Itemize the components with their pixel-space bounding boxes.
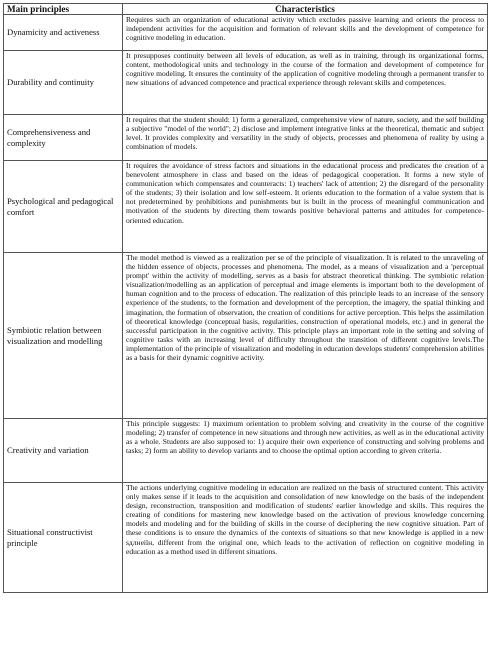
characteristics-cell: The model method is viewed as a realization per se of the principle of visualization. It is related to the unraveling of the hidden essence of objects, processes and phenomena. The model, as a means of visualization and a 'perceptual prompt' within the activity of modelling, serves as a basis for abstract theoretical thinking. The symbiotic relation visualization/modelling as an application of perceptual and image elements is important both to the development of human cognition and to the process of education. The realization of this principle leads to an increase of the sensory experience of the students, to the formation and development of the perception, the imagery, the spatial thinking and imagination, the formation of observation, the creation of conditions for active perception. This helps the assimilation of theoretical knowledge (conceptual basis, regularities, construction of operational models, etc.) and in general the successful participation in the cognitive activity. This principle plays an important role in the setting and solving of cognitive tasks with an increasing level of difficulty throughout the transition of different cognitive levels.The implementation of the principle of visualization and modeling in education develops students' comprehension abilities as a basis for their dynamic cognitive activity. (123, 253, 488, 419)
principle-cell: Situational constructivist principle (4, 483, 123, 593)
principles-table (3, 3, 488, 593)
principle-cell: Durability and continuity (4, 51, 123, 115)
principle-cell: Comprehensiveness and complexity (4, 115, 123, 161)
characteristics-cell: This principle suggests: 1) maximum orientation to problem solving and creativity in the course of the cognitive modeling; 2) transfer of competence in new situations and through new activities, as well as in the educational activity as a whole. Students are also supposed to: 1) acquire their own experience of constructing and solving problems and tasks; 2) form an ability to develop variants and to choose the optimal option according to given criteria. (123, 419, 488, 483)
table-row (4, 161, 488, 253)
characteristics-cell: Requires such an organization of educational activity which excludes passive learning and orients the process to independent activities for the acquisition and formation of relevant skills and the development of competence for cognitive modeling in education. (123, 15, 488, 51)
principle-cell: Creativity and variation (4, 419, 123, 483)
characteristics-cell: It requires that the student should: 1) form a generalized, comprehensive view of nature, society, and the self building a subjective "model of the world"; 2) disclose and implement integrative links at the theoretical, thematic and subject level. It provides complexity and versatility in the study of objects, processes and phenomena of reality by using a combination of models. (123, 115, 488, 161)
principle-cell: Psychological and pedagogical comfort (4, 161, 123, 253)
table-row (4, 15, 488, 51)
table-row (4, 483, 488, 593)
header-main-principles: Main principles (4, 4, 123, 15)
header-characteristics: Characteristics (123, 4, 488, 15)
table-header-row (4, 4, 488, 15)
table-row (4, 419, 488, 483)
table-row (4, 51, 488, 115)
characteristics-cell: The actions underlying cognitive modeling in education are realized on the basis of structured content. This activity only makes sense if it leads to the acquisition and consolidation of new knowledge on the basis of the independent design, reconstruction, transposition and modification of students' earlier knowledge and skills. This requires the creating of conditions for mastering new knowledge based on the activation of previous knowledge concerning models and modeling and for the building of skills in the course of deciphering the new cognitive situation. Part of these conditions is to ensure the dynamics of the contexts of situations so that new knowledge is applied in a new ѕдлнеіїн, different from the original one, which leads to the activation of reflection on cognitive modeling in education as a method used in different situations. (123, 483, 488, 593)
principle-cell: Dynamicity and activeness (4, 15, 123, 51)
table-row (4, 253, 488, 419)
table-row (4, 115, 488, 161)
characteristics-cell: It presupposes continuity between all levels of education, as well as in training, through its organizational forms, content, methodological units and technology in the course of the formation and development of competence for cognitive modeling. It ensures the continuity of the application of cognitive modeling through a permanent transfer to new situations of advanced competence and practical experience through relevant skills and competences. (123, 51, 488, 115)
principle-cell: Symbiotic relation between visualization and modelling (4, 253, 123, 419)
characteristics-cell: It requires the avoidance of stress factors and situations in the educational process and predicates the creation of a benevolent atmosphere in class and based on the ideas of pedagogical cooperation. It forms a new style of communication which compensates and counteracts: 1) teachers' lack of attention; 2) the disregard of the personality of the students; 3) their isolation and low self-esteem. It orients education to the formation of a value system that is not predetermined by prohibitions and punishments but is built in the process of meaningful communication and motivation of the students by directing them towards positive behavioral patterns and attitudes for competence-oriented education. (123, 161, 488, 253)
